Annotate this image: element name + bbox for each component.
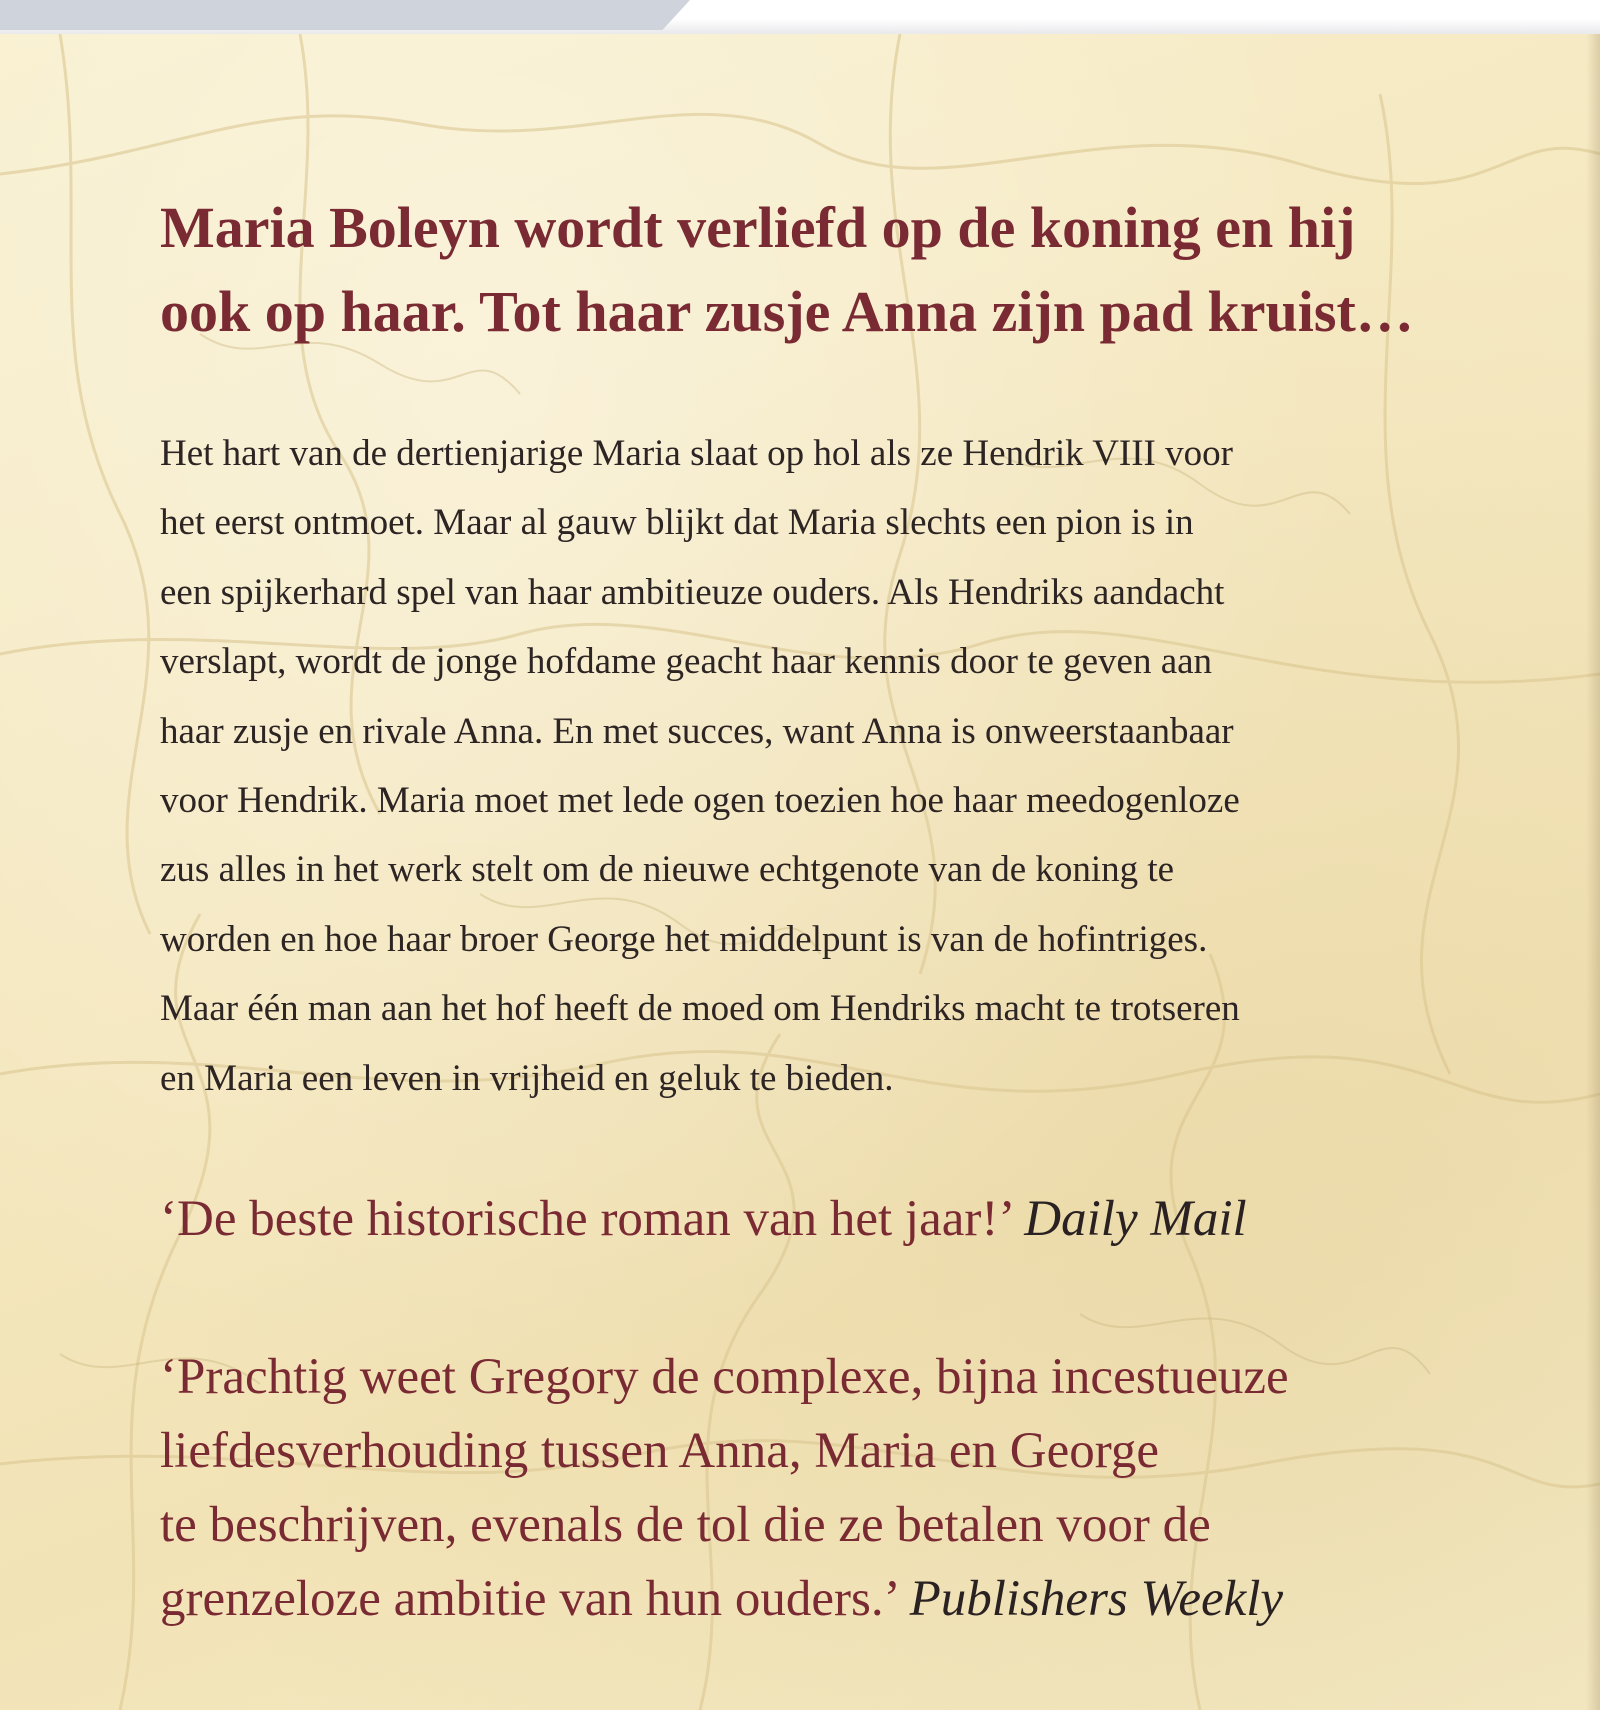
- front-cover-edge: [0, 0, 690, 30]
- blurb-line: Het hart van de dertienjarige Maria slaat op hol als ze Hendrik VIII voor: [160, 433, 1233, 474]
- blurb-line: verslapt, wordt de jonge hofdame geacht haar kennis door te geven aan: [160, 641, 1213, 683]
- blurb-line: zus alles in het werk stelt om de nieuwe echtgenote van de koning te: [160, 849, 1175, 891]
- top-margin-strip: [0, 0, 1600, 34]
- blurb-line: een spijkerhard spel van haar ambitieuze ouders. Als Hendriks aandacht: [160, 571, 1225, 613]
- blurb-line: Maar één man aan het hof heeft de moed om Hendriks macht te trotseren: [160, 988, 1240, 1030]
- quote-text: ‘De beste historische roman van het jaar!’: [160, 1191, 1012, 1247]
- right-edge-shadow: [1586, 34, 1600, 1710]
- quote-text: te beschrijven, evenals de tol die ze betalen voor de: [160, 1497, 1211, 1553]
- headline-line-2: ook op haar. Tot haar zusje Anna zijn pad kruist…: [160, 279, 1414, 344]
- quote-text: ‘Prachtig weet Gregory de complexe, bijna incestueuze: [160, 1349, 1289, 1405]
- blurb-line: haar zusje en rivale Anna. En met succes, want Anna is onweerstaanbaar: [160, 710, 1234, 752]
- review-quote-daily-mail: [160, 1182, 1560, 1256]
- quote-text: liefdesverhouding tussen Anna, Maria en George: [160, 1423, 1159, 1479]
- blurb-line: het eerst ontmoet. Maar al gauw blijkt dat Maria slechts een pion is in: [160, 502, 1194, 544]
- blurb-line: worden en hoe haar broer George het middelpunt is van de hofintriges.: [160, 918, 1208, 960]
- quote-source: Daily Mail: [1024, 1191, 1247, 1247]
- quote-text: grenzeloze ambitie van hun ouders.’: [160, 1571, 897, 1627]
- blurb-paragraph: [160, 419, 1560, 1113]
- review-quote-publishers-weekly: [160, 1340, 1560, 1636]
- blurb-line: en Maria een leven in vrijheid en geluk te bieden.: [160, 1057, 894, 1099]
- headline-line-1: Maria Boleyn wordt verliefd op de koning en hij: [160, 195, 1356, 260]
- back-cover: [0, 34, 1600, 1710]
- blurb-line: voor Hendrik. Maria moet met lede ogen toezien hoe haar meedogenloze: [160, 780, 1240, 822]
- headline: [160, 186, 1560, 354]
- quote-source: Publishers Weekly: [909, 1571, 1284, 1627]
